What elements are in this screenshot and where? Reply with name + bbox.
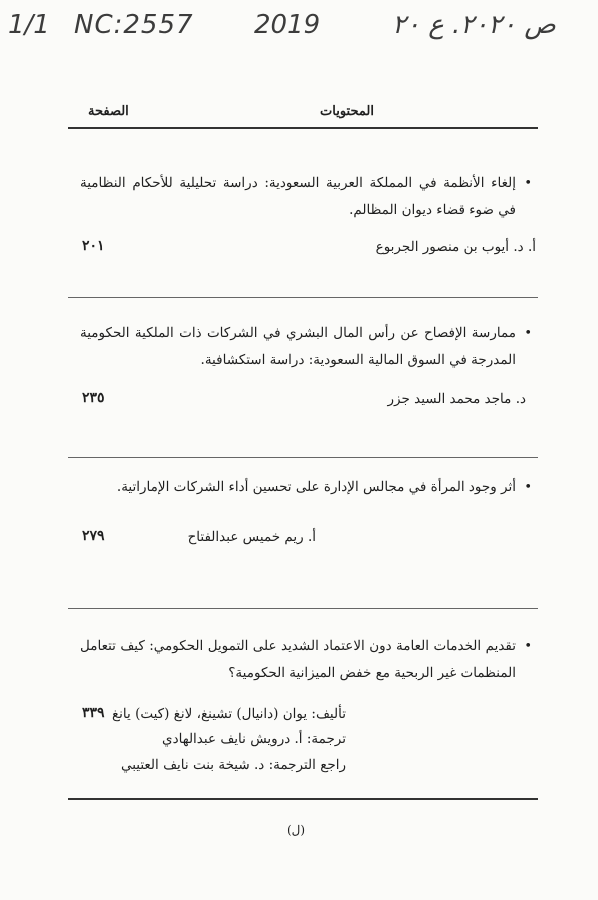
entry-reviewer: راجع الترجمة: د. شيخة بنت نايف العتيبي <box>120 757 346 773</box>
handwritten-note <box>0 4 598 48</box>
entry-title: • تقديم الخدمات العامة دون الاعتماد الشديد على التمويل الحكومي: كيف تتعامل المنظمات غير الربحية مع خفض الميزانية الحكومية؟ <box>80 633 536 687</box>
toc-entry <box>80 170 536 255</box>
bullet-icon: • <box>524 639 532 654</box>
entry-title: • إلغاء الأنظمة في المملكة العربية السعودية: دراسة تحليلية للأحكام النظامية في ضوء قضاء ديوان المظالم. <box>80 170 536 224</box>
bullet-icon: • <box>524 326 532 341</box>
bullet-icon: • <box>524 176 532 191</box>
entry-divider <box>68 608 538 609</box>
handwritten-part-2: NC:2557 <box>74 10 194 40</box>
page-column-heading: الصفحة <box>88 104 129 119</box>
entry-author: أ. ريم خميس عبدالفتاح <box>187 529 316 545</box>
handwritten-part-1: 1/1 <box>8 10 50 40</box>
contents-heading: المحتويات <box>320 104 374 119</box>
toc-entry <box>80 320 536 407</box>
entry-author: تأليف: يوان (دانيال) تشينغ، لانغ (كيت) يانغ <box>111 706 346 722</box>
entry-divider <box>68 297 538 298</box>
entry-page-number: ٣٣٩ <box>82 705 105 721</box>
entry-author: أ. د. أيوب بن منصور الجربوع <box>375 239 536 255</box>
footer-rule <box>68 798 538 800</box>
entry-page-number: ٢٠١ <box>82 238 105 254</box>
entry-translator: ترجمة: أ. درويش نايف عبدالهادي <box>162 731 346 747</box>
toc-entry <box>80 633 536 773</box>
toc-entry <box>80 474 536 545</box>
handwritten-part-4: ص ٢٠٢٠. ع ٢٠ <box>392 10 556 40</box>
entry-author: د. ماجد محمد السيد جزر <box>387 391 526 407</box>
entry-divider <box>68 457 538 458</box>
entry-page-number: ٢٣٥ <box>82 390 105 406</box>
handwritten-part-3: 2019 <box>254 10 321 40</box>
header-rule <box>68 127 538 129</box>
bullet-icon: • <box>524 480 532 495</box>
entry-title: • ممارسة الإفصاح عن رأس المال البشري في الشركات ذات الملكية الحكومية المدرجة في السوق المالية السعودية: دراسة استكشافية. <box>80 320 536 374</box>
entry-page-number: ٢٧٩ <box>82 528 105 544</box>
page-number-footer: (ل) <box>287 823 306 837</box>
entry-title: • أثر وجود المرأة في مجالس الإدارة على تحسين أداء الشركات الإماراتية. <box>80 474 536 501</box>
